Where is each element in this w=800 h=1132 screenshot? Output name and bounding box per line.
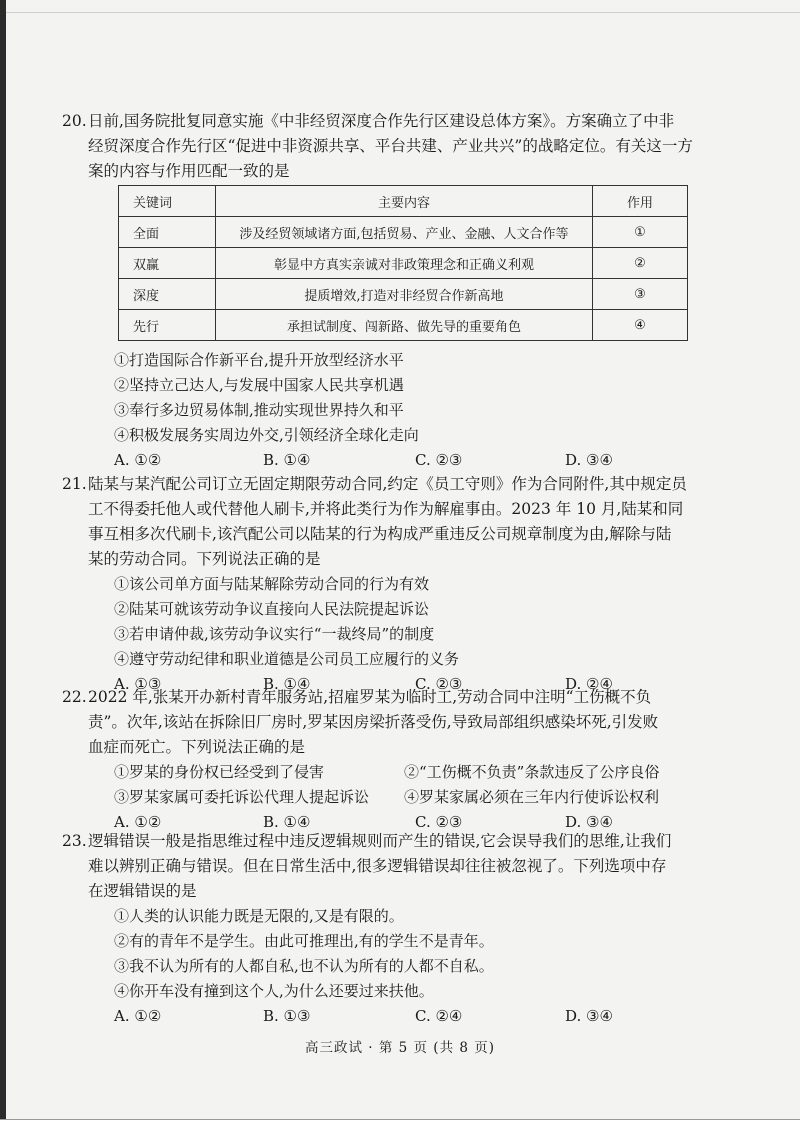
table-cell: 承担试制度、闯新路、做先导的重要角色 (216, 310, 593, 341)
answer-choices (88, 448, 688, 473)
choice-b: B. ①④ (263, 451, 311, 469)
question-number: 21. (62, 475, 87, 493)
table-cell: ① (593, 217, 688, 248)
question-stem-line: 血症而死亡。下列说法正确的是 (88, 738, 306, 756)
table-cell: ② (593, 248, 688, 279)
table-cell: 彰显中方真实亲诚对非政策理念和正确义利观 (216, 248, 593, 279)
keyword-table (118, 185, 688, 341)
table-row (119, 217, 688, 248)
table-cell: ④ (593, 310, 688, 341)
question-number: 23. (62, 832, 87, 850)
choice-d: D. ③④ (565, 451, 613, 469)
question-stem-line: 陆某与某汽配公司订立无固定期限劳动合同,约定《员工守则》作为合同附件,其中规定员 (88, 475, 687, 493)
page-footer: 高三政试 · 第 5 页 (共 8 页) (304, 1040, 496, 1056)
scan-top-edge (0, 0, 800, 13)
choice-d: D. ②④ (565, 675, 613, 693)
question-stem-line: 某的劳动合同。下列说法正确的是 (88, 550, 321, 568)
question-number: 20. (62, 112, 87, 130)
table-cell: 全面 (119, 217, 216, 248)
option-pair-row (88, 785, 688, 810)
option-statement: ②坚持立己达人,与发展中国家人民共享机遇 (114, 376, 404, 394)
table-cell: 深度 (119, 279, 216, 310)
question-23 (62, 829, 688, 1029)
question-stem-line: 事互相多次代刷卡,该汽配公司以陆某的行为构成严重违反公司规章制度为由,解除与陆 (88, 525, 672, 543)
option-pair-row (88, 760, 688, 785)
question-20 (62, 109, 693, 184)
question-stem-line: 在逻辑错误的是 (88, 882, 197, 900)
option-statement: ②陆某可就该劳动争议直接向人民法院提起诉讼 (114, 600, 430, 618)
table-cell: 涉及经贸领域诸方面,包括贸易、产业、金融、人文合作等 (216, 217, 593, 248)
option-statement: ③罗某家属可委托诉讼代理人提起诉讼 (114, 788, 370, 806)
choice-d: D. ③④ (565, 813, 613, 831)
table-row (119, 279, 688, 310)
choice-a: A. ①② (114, 813, 162, 831)
option-statement: ①人类的认识能力既是无限的,又是有限的。 (114, 907, 404, 925)
question-stem-line: 案的内容与作用匹配一致的是 (88, 162, 290, 180)
question-stem-line: 经贸深度合作先行区“促进中非资源共享、平台共建、产业共兴”的战略定位。有关这一方 (88, 137, 693, 155)
table-header: 作用 (593, 186, 688, 217)
question-stem-line: 日前,国务院批复同意实施《中非经贸深度合作先行区建设总体方案》。方案确立了中非 (88, 112, 675, 130)
scan-bottom-edge (0, 1119, 800, 1132)
question-stem-line: 难以辨别正确与错误。但在日常生活中,很多逻辑错误却往往被忽视了。下列选项中存 (88, 857, 667, 875)
choice-c: C. ②③ (415, 813, 463, 831)
question-stem-line: 2022 年,张某开办新村青年服务站,招雇罗某为临时工,劳动合同中注明“工伤概不负 (88, 688, 652, 706)
option-statement: ④积极发展务实周边外交,引领经济全球化走向 (114, 426, 419, 444)
table-row (119, 248, 688, 279)
option-statement: ④罗某家属必须在三年内行使诉讼权利 (404, 788, 660, 806)
choice-a: A. ①② (114, 451, 162, 469)
option-statement: ①打造国际合作新平台,提升开放型经济水平 (114, 351, 404, 369)
scan-left-edge (0, 0, 6, 1132)
table-cell: ③ (593, 279, 688, 310)
question-stem-line: 工不得委托他人或代替他人刷卡,并将此类行为作为解雇事由。2023 年 10 月,陆某和同 (88, 500, 684, 518)
question-number: 22. (62, 688, 87, 706)
table-cell: 提质增效,打造对非经贸合作新高地 (216, 279, 593, 310)
option-statement: ③若申请仲裁,该劳动争议实行“一裁终局”的制度 (114, 625, 435, 643)
choice-a: A. ①③ (114, 675, 162, 693)
question-stem-line: 责”。次年,该站在拆除旧厂房时,罗某因房梁折落受伤,导致局部组织感染坏死,引发败 (88, 713, 659, 731)
option-statement: ③奉行多边贸易体制,推动实现世界持久和平 (114, 401, 404, 419)
choice-a: A. ①② (114, 1007, 162, 1025)
question-22 (62, 685, 688, 835)
choice-b: B. ①③ (263, 1007, 311, 1025)
question-20-options (88, 348, 688, 473)
option-statement: ③我不认为所有的人都自私,也不认为所有的人都不自私。 (114, 957, 494, 975)
choice-c: C. ②④ (415, 1007, 463, 1025)
option-statement: ②有的青年不是学生。由此可推理出,有的学生不是青年。 (114, 932, 494, 950)
option-statement: ④你开车没有撞到这个人,为什么还要过来扶他。 (114, 982, 434, 1000)
table-header: 主要内容 (216, 186, 593, 217)
table-header-row (119, 186, 688, 217)
answer-choices (88, 1004, 688, 1029)
choice-b: B. ①④ (263, 675, 311, 693)
option-statement: ①该公司单方面与陆某解除劳动合同的行为有效 (114, 575, 430, 593)
choice-c: C. ②③ (415, 675, 463, 693)
table-cell: 双赢 (119, 248, 216, 279)
question-stem-line: 逻辑错误一般是指思维过程中违反逻辑规则而产生的错误,它会误导我们的思维,让我们 (88, 832, 672, 850)
option-statement: ④遵守劳动纪律和职业道德是公司员工应履行的义务 (114, 650, 460, 668)
option-statement: ①罗某的身份权已经受到了侵害 (114, 763, 325, 781)
table-cell: 先行 (119, 310, 216, 341)
option-statement: ②“工伤概不负责”条款违反了公序良俗 (404, 763, 660, 781)
table-row (119, 310, 688, 341)
choice-d: D. ③④ (565, 1007, 613, 1025)
choice-b: B. ①④ (263, 813, 311, 831)
table-header: 关键词 (119, 186, 216, 217)
choice-c: C. ②③ (415, 451, 463, 469)
